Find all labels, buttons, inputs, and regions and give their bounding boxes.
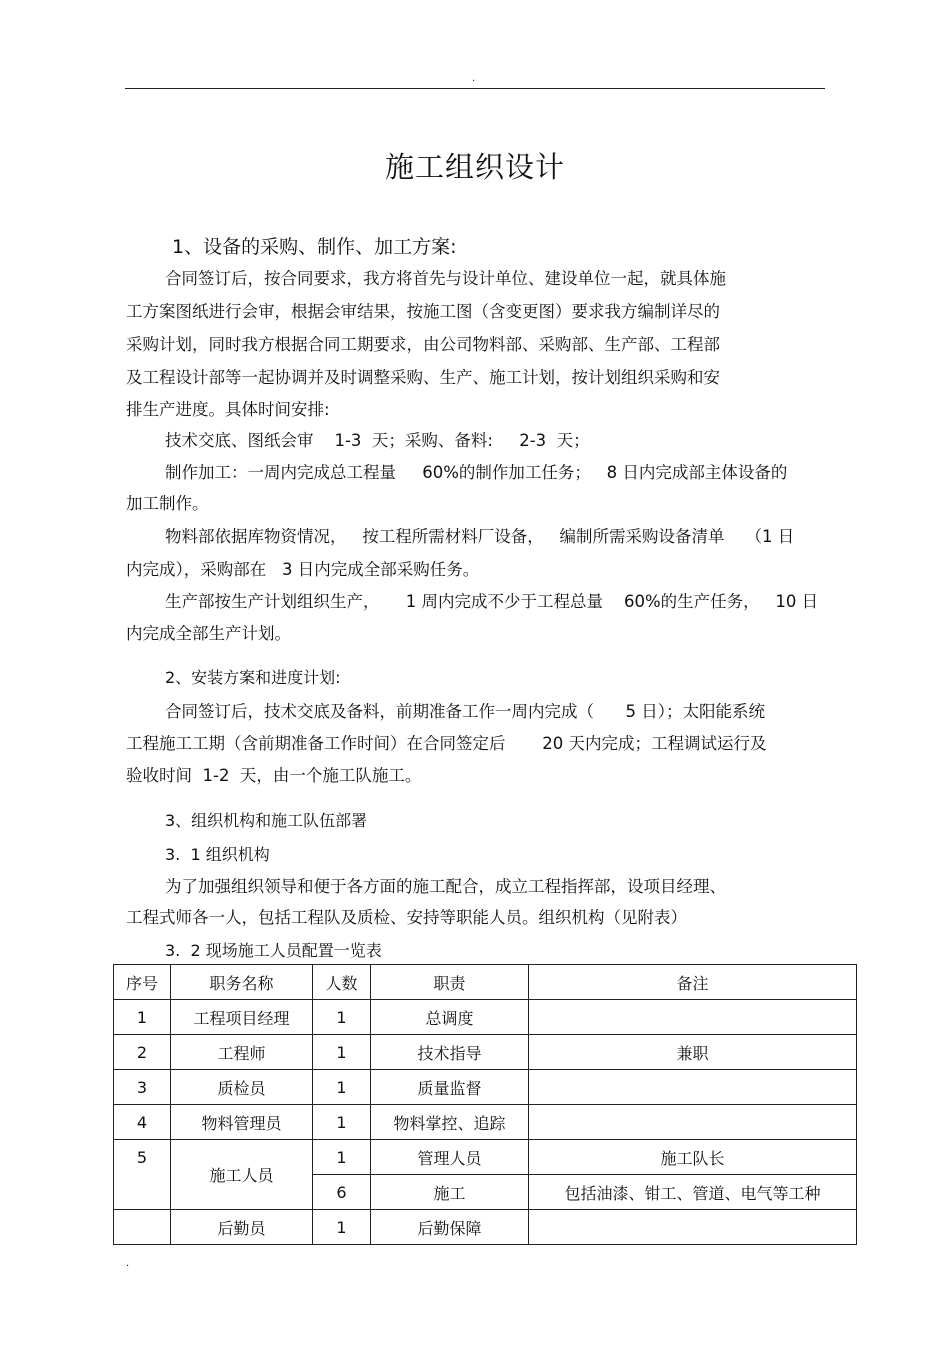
table-cell: 质检员 — [171, 1070, 313, 1105]
document-title: 施工组织设计 — [384, 150, 565, 184]
table-cell: 1 — [313, 1000, 371, 1035]
staff-table — [113, 964, 857, 1245]
table-cell: 1 — [313, 1140, 371, 1175]
table-cell: 工程项目经理 — [171, 1000, 313, 1035]
table-header-cell: 职务名称 — [171, 965, 313, 1000]
table-cell: 1 — [114, 1000, 171, 1035]
table-row — [114, 1070, 857, 1105]
table-cell: 管理人员 — [371, 1140, 529, 1175]
table-cell — [529, 1000, 857, 1035]
body-line: 物料部依据库物资情况， 按工程所需材料厂设备， 编制所需采购设备清单 （1 日 — [165, 527, 795, 546]
table-cell: 1 — [313, 1210, 371, 1245]
table-cell: 5 — [114, 1140, 171, 1210]
table-cell: 技术指导 — [371, 1035, 529, 1070]
section-3-heading: 3、组织机构和施工队伍部署 — [165, 811, 368, 830]
table-row — [114, 1105, 857, 1140]
body-line: 为了加强组织领导和便于各方面的施工配合，成立工程指挥部，设项目经理、 — [165, 877, 726, 896]
body-line: 内完成），采购部在 3 日内完成全部采购任务。 — [126, 560, 480, 579]
body-line: 技术交底、图纸会审 1-3 天；采购、备料: 2-3 天； — [165, 431, 590, 450]
table-cell: 包括油漆、钳工、管道、电气等工种 — [529, 1175, 857, 1210]
section-1-heading: 1、设备的采购、制作、加工方案: — [172, 236, 457, 258]
header-mark: . — [472, 73, 476, 84]
table-cell: 6 — [313, 1175, 371, 1210]
table-cell: 后勤保障 — [371, 1210, 529, 1245]
table-cell — [114, 1210, 171, 1245]
body-line: 工程施工工期（含前期准备工作时间）在合同签定后 20 天内完成；工程调试运行及 — [126, 734, 767, 753]
table-cell: 1 — [313, 1035, 371, 1070]
section-3-2-heading: 3. 2 现场施工人员配置一览表 — [165, 941, 382, 960]
table-cell: 施工队长 — [529, 1140, 857, 1175]
table-cell: 1 — [313, 1070, 371, 1105]
table-row — [114, 1000, 857, 1035]
section-2-heading: 2、安装方案和进度计划: — [165, 668, 341, 687]
table-cell: 物料掌控、追踪 — [371, 1105, 529, 1140]
table-row — [114, 1210, 857, 1245]
table-cell: 施工 — [371, 1175, 529, 1210]
body-line: 排生产进度。具体时间安排: — [126, 400, 330, 419]
table-row — [114, 1035, 857, 1070]
body-line: 工方案图纸进行会审，根据会审结果，按施工图（含变更图）要求我方编制详尽的 — [126, 302, 720, 321]
table-cell: 质量监督 — [371, 1070, 529, 1105]
table-cell: 总调度 — [371, 1000, 529, 1035]
body-line: 采购计划，同时我方根据合同工期要求，由公司物料部、采购部、生产部、工程部 — [126, 335, 720, 354]
section-3-1-heading: 3. 1 组织机构 — [165, 845, 270, 864]
table-cell: 兼职 — [529, 1035, 857, 1070]
table-cell: 2 — [114, 1035, 171, 1070]
table-cell: 后勤员 — [171, 1210, 313, 1245]
header-rule — [125, 88, 825, 89]
table-cell — [529, 1210, 857, 1245]
body-line: 加工制作。 — [126, 494, 209, 513]
table-cell: 1 — [313, 1105, 371, 1140]
table-cell: 工程师 — [171, 1035, 313, 1070]
body-line: 合同签订后，技术交底及备料，前期准备工作一周内完成（ 5 日）；太阳能系统 — [165, 702, 765, 721]
body-line: 内完成全部生产计划。 — [126, 624, 291, 643]
table-cell — [529, 1105, 857, 1140]
table-header-cell: 人数 — [313, 965, 371, 1000]
body-line: 工程式师各一人，包括工程队及质检、安持等职能人员。组织机构（见附表） — [126, 908, 687, 927]
body-line: 制作加工：一周内完成总工程量 60%的制作加工任务； 8 日内完成部主体设备的 — [165, 463, 788, 482]
table-cell: 施工人员 — [171, 1140, 313, 1210]
footer-mark: . — [126, 1258, 130, 1269]
table-cell — [529, 1070, 857, 1105]
table-header-cell: 备注 — [529, 965, 857, 1000]
table-header-row — [114, 965, 857, 1000]
table-cell: 4 — [114, 1105, 171, 1140]
body-line: 合同签订后，按合同要求，我方将首先与设计单位、建设单位一起，就具体施 — [165, 269, 726, 288]
table-header-cell: 职责 — [371, 965, 529, 1000]
table-header-cell: 序号 — [114, 965, 171, 1000]
body-line: 及工程设计部等一起协调并及时调整采购、生产、施工计划，按计划组织采购和安 — [126, 368, 720, 387]
table-row — [114, 1140, 857, 1175]
body-line: 验收时间 1-2 天，由一个施工队施工。 — [126, 766, 422, 785]
body-line: 生产部按生产计划组织生产， 1 周内完成不少于工程总量 60%的生产任务， 10 日 — [165, 592, 819, 611]
table-cell: 3 — [114, 1070, 171, 1105]
table-cell: 物料管理员 — [171, 1105, 313, 1140]
